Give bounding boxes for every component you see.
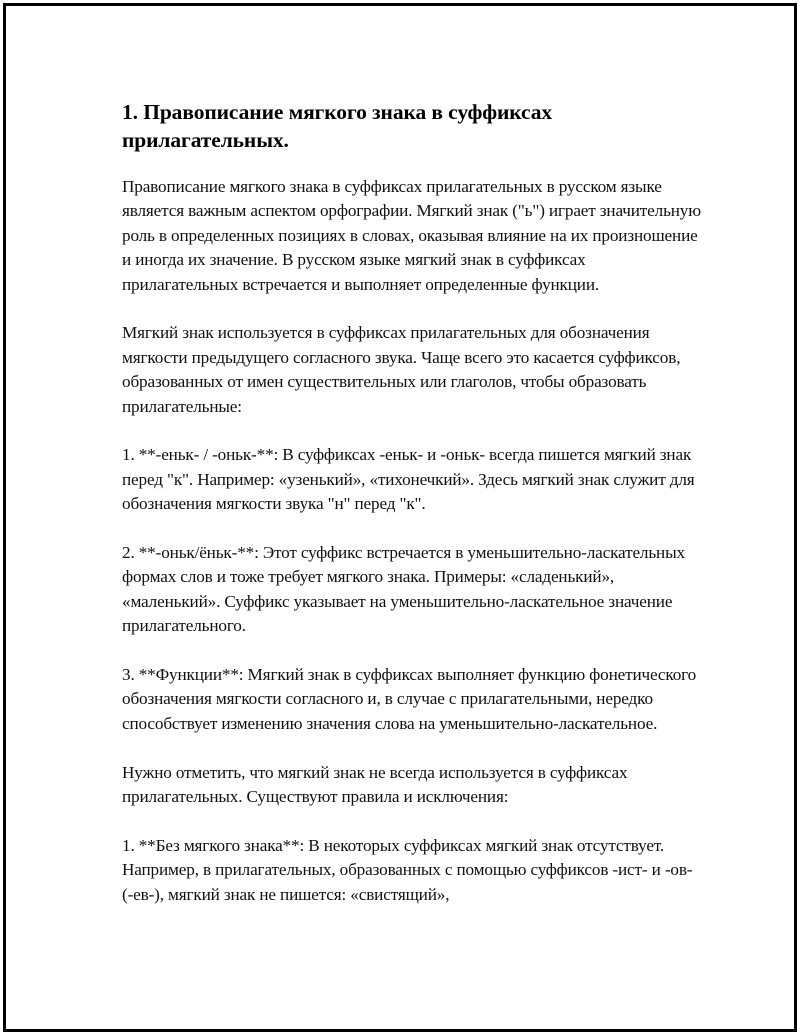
- paragraph-usage: Мягкий знак используется в суффиксах прилагательных для обозначения мягкости предыдущего согласного звука. Чаще всего это касается суффиксов, образованных от имен существительных или глаголов, чтобы образовать прилагательные:: [122, 323, 681, 416]
- paragraph-rule-1: 1. **-еньк- / -оньк-**: В суффиксах -еньк- и -оньк- всегда пишется мягкий знак перед "к". Например: «узенький», «тихонечкий». Здесь мягкий знак служит для обозначения мягкости звука "н" перед "к".: [122, 445, 695, 514]
- paragraph-rule-2: 2. **-оньк/ёньк-**: Этот суффикс встречается в уменьшительно-ласкательных формах слов и тоже требует мягкого знака. Примеры: «сладенький», «маленький». Суффикс указывает на уменьшительно-ласкательное значение прилагательного.: [122, 543, 685, 636]
- section-heading: 1. Правописание мягкого знака в суффиксах прилагательных.: [122, 100, 553, 152]
- paragraph-exceptions-intro: Нужно отметить, что мягкий знак не всегда используется в суффиксах прилагательных. Существуют правила и исключения:: [122, 762, 628, 807]
- page-border: [3, 3, 797, 1032]
- document-body: [122, 98, 702, 931]
- paragraph-intro: Правописание мягкого знака в суффиксах прилагательных в русском языке является важным аспектом орфографии. Мягкий знак ("ь") играет значительную роль в определенных позициях в словах, оказывая влияние на их произношение и иногда их значение. В русском языке мягкий знак в суффиксах прилагательных встречается и выполняет определенные функции.: [122, 177, 701, 294]
- paragraph-rule-3: 3. **Функции**: Мягкий знак в суффиксах выполняет функцию фонетического обозначения мягкости согласного и, в случае с прилагательными, нередко способствует изменению значения слова на уменьшительно-ласкательное.: [122, 665, 697, 733]
- paragraph-exception-1: 1. **Без мягкого знака**: В некоторых суффиксах мягкий знак отсутствует. Например, в прилагательных, образованных с помощью суффиксов -ист- и -ов- (-ев-), мягкий знак не пишется: «свистящий»,: [122, 835, 693, 904]
